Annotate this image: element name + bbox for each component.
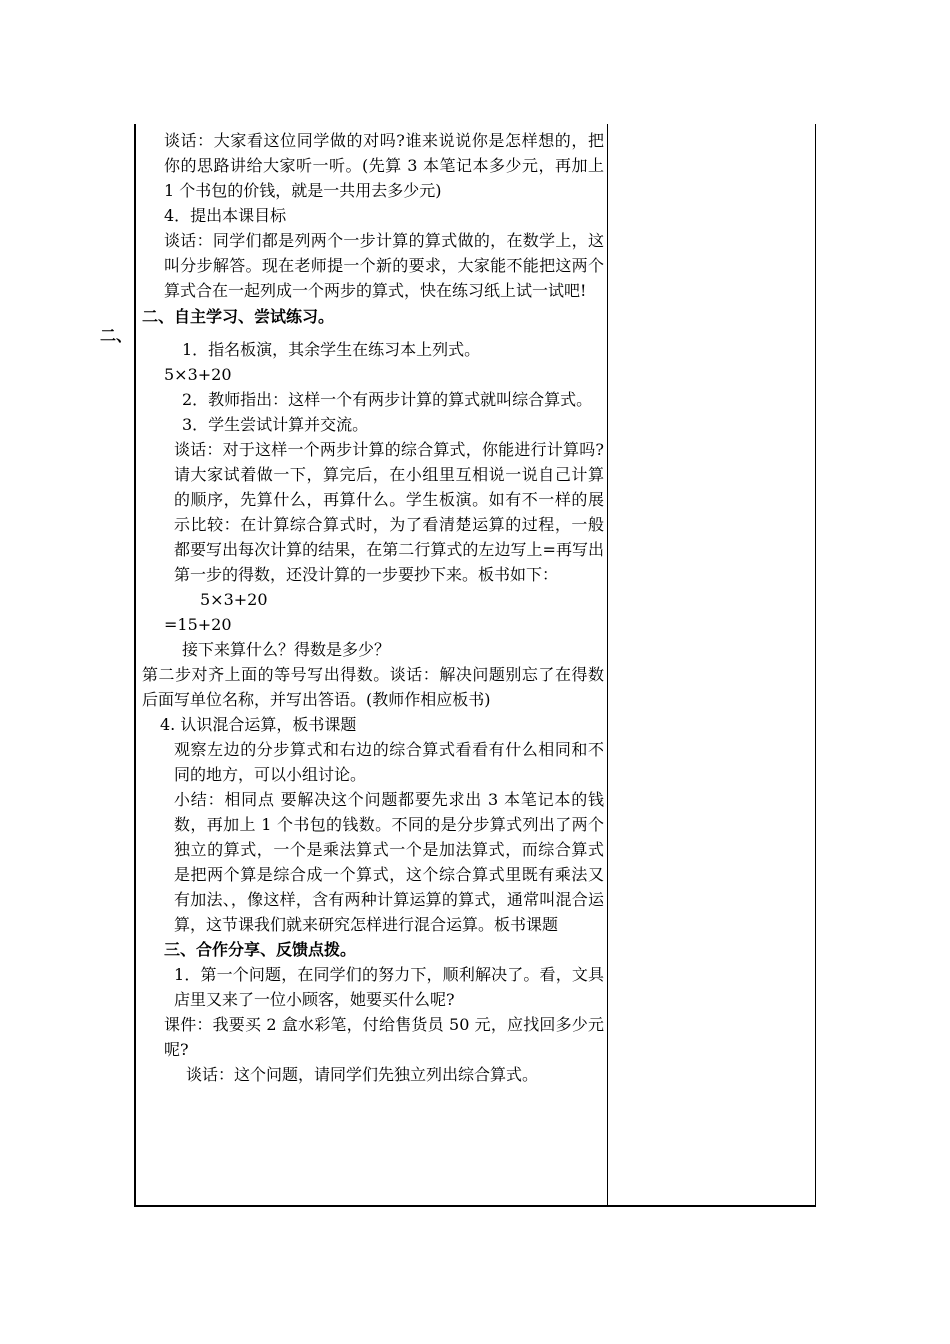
paragraph: 谈话：这个问题，请同学们先独立列出综合算式。 xyxy=(186,1065,539,1084)
paragraph: 小结：相同点 要解决这个问题都要先求出 3 本笔记本的钱数，再加上 1 个书包的钱数。不同的是分步算式列出了两个独立的算式，一个是乘法算式一个是加法算式，而综合算式是把两个算是综合成一个算式，这个综合算式里既有乘法又有加法、，像这样，含有两种计算运算的算式，通常叫混合运算，这节课我们就来研究怎样进行混合运算。板书课题 xyxy=(174,790,604,934)
paragraph: 谈话：对于这样一个两步计算的综合算式，你能进行计算吗?请大家试着做一下，算完后，在小组里互相说一说自己计算的顺序，先算什么，再算什么。学生板演。如有不一样的展示比较：在计算综合算式时，为了看清楚运算的过程，一般都要写出每次计算的结果，在第二行算式的左边写上=再写出第一步的得数，还没计算的一步要抄下来。板书如下： xyxy=(174,440,604,584)
formula: 5×3+20 xyxy=(164,365,232,384)
paragraph: 1．第一个问题，在同学们的努力下，顺利解决了。看，文具店里又来了一位小顾客，她要买什么呢? xyxy=(174,965,604,1009)
formula: 5×3+20 xyxy=(200,590,268,609)
paragraph: 接下来算什么？得数是多少？ xyxy=(182,640,391,659)
paragraph: 观察左边的分步算式和右边的综合算式看看有什么相同和不同的地方，可以小组讨论。 xyxy=(174,740,604,784)
paragraph: 3．学生尝试计算并交流。 xyxy=(182,415,369,434)
section-heading: 二、自主学习、尝试练习。 xyxy=(142,307,335,326)
paragraph: 2．教师指出：这样一个有两步计算的算式就叫综合算式。 xyxy=(182,390,593,409)
paragraph: 谈话：大家看这位同学做的对吗?谁来说说你是怎样想的，把你的思路讲给大家听一听。(先算 3 本笔记本多少元，再加上 1 个书包的价钱，就是一共用去多少元) xyxy=(164,131,604,200)
table-bottom-border xyxy=(134,1205,816,1207)
table-column-divider xyxy=(607,124,608,1207)
paragraph: 谈话：同学们都是列两个一步计算的算式做的，在数学上，这叫分步解答。现在老师提一个新的要求，大家能不能把这两个算式合在一起列成一个两步的算式，快在练习纸上试一试吧! xyxy=(164,231,604,300)
formula: =15+20 xyxy=(164,615,232,634)
section-heading: 三、合作分享、反馈点拨。 xyxy=(164,940,357,959)
paragraph: 课件：我要买 2 盒水彩笔，付给售货员 50 元，应找回多少元呢? xyxy=(164,1015,604,1059)
section-marker: 二、 xyxy=(100,326,133,345)
paragraph: 4. 认识混合运算，板书课题 xyxy=(160,715,357,734)
paragraph: 4．提出本课目标 xyxy=(164,206,287,225)
table-right-border xyxy=(815,124,816,1207)
paragraph: 第二步对齐上面的等号写出得数。谈话：解决问题别忘了在得数后面写单位名称，并写出答语。(教师作相应板书) xyxy=(142,665,604,709)
table-left-border xyxy=(134,124,136,1207)
paragraph: 1．指名板演，其余学生在练习本上列式。 xyxy=(182,340,481,359)
lesson-content xyxy=(142,128,604,1087)
